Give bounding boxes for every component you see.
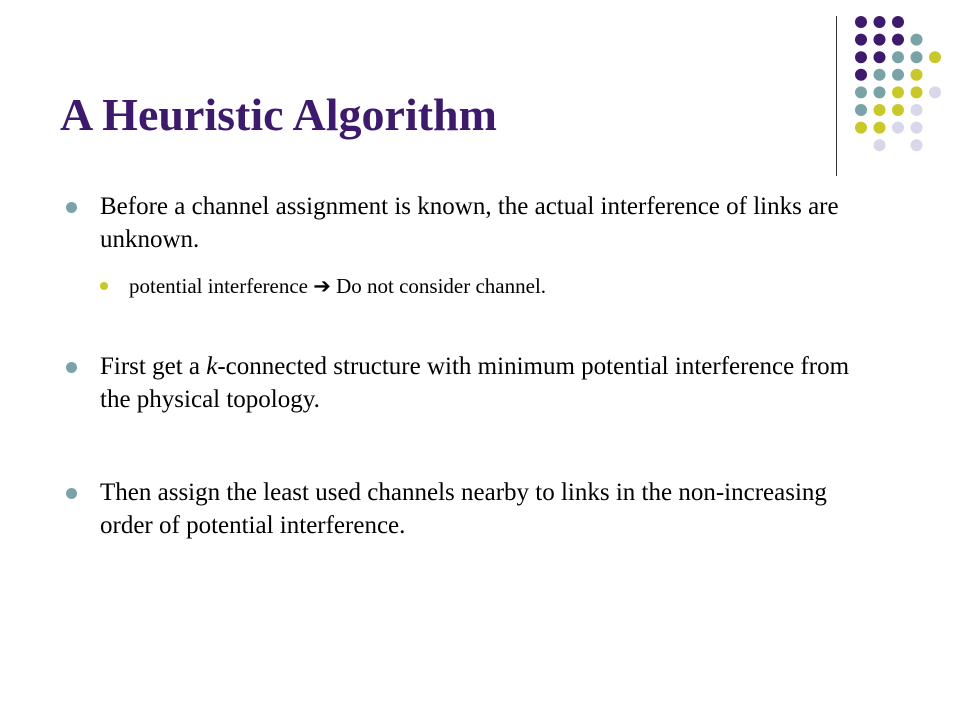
- bullet-marker: [66, 362, 77, 373]
- decorative-dot: [892, 104, 904, 116]
- bullet-marker: [66, 202, 77, 213]
- decorative-dot: [855, 122, 867, 134]
- bullet-text-italic: k: [206, 353, 218, 380]
- decorative-dot: [874, 86, 886, 98]
- decorative-dot: [892, 69, 904, 81]
- bullet-text-pre: First get a: [100, 353, 207, 380]
- decorative-dot: [874, 16, 886, 28]
- decorative-dot: [855, 34, 867, 46]
- decorative-dot: [874, 139, 886, 151]
- decorative-dot: [855, 69, 867, 81]
- decorative-dot: [874, 69, 886, 81]
- sub-bullet-marker: [100, 282, 108, 290]
- decorative-dot: [874, 104, 886, 116]
- bullet-marker: [66, 488, 77, 499]
- bullet-text: Before a channel assignment is known, the actual interference of links are unknown.: [100, 193, 839, 253]
- decorative-dot: [874, 34, 886, 46]
- decorative-dot: [855, 51, 867, 63]
- bullet-text-post: -connected structure with minimum potential interference from the physical topology.: [100, 353, 850, 413]
- arrow-icon: ➔: [313, 274, 331, 298]
- decorative-dot: [911, 51, 923, 63]
- decorative-dot: [911, 69, 923, 81]
- decorative-dot: [911, 139, 923, 151]
- decorative-dot: [855, 104, 867, 116]
- decorative-dot: [911, 104, 923, 116]
- decorative-dot: [874, 122, 886, 134]
- sub-bullet-text-pre: potential interference: [129, 274, 314, 298]
- decorative-dot: [892, 122, 904, 134]
- decorative-dot: [929, 86, 941, 98]
- decorative-dot: [911, 34, 923, 46]
- slide-title: A Heuristic Algorithm: [60, 89, 497, 140]
- decorative-dot: [874, 51, 886, 63]
- decorative-dot: [892, 16, 904, 28]
- decorative-dot: [892, 86, 904, 98]
- decorative-dot: [855, 16, 867, 28]
- decorative-dot: [929, 51, 941, 63]
- decorative-dot: [855, 86, 867, 98]
- decorative-dot: [911, 86, 923, 98]
- sub-bullet-text: [129, 273, 546, 299]
- sub-bullet-text-post: Do not consider channel.: [330, 274, 547, 298]
- bullet-text: Then assign the least used channels nearby to links in the non-increasing order of potential interference.: [100, 479, 827, 539]
- decorative-dot: [892, 51, 904, 63]
- decorative-dot: [911, 122, 923, 134]
- decorative-dot: [892, 34, 904, 46]
- bullet-text: [100, 350, 880, 416]
